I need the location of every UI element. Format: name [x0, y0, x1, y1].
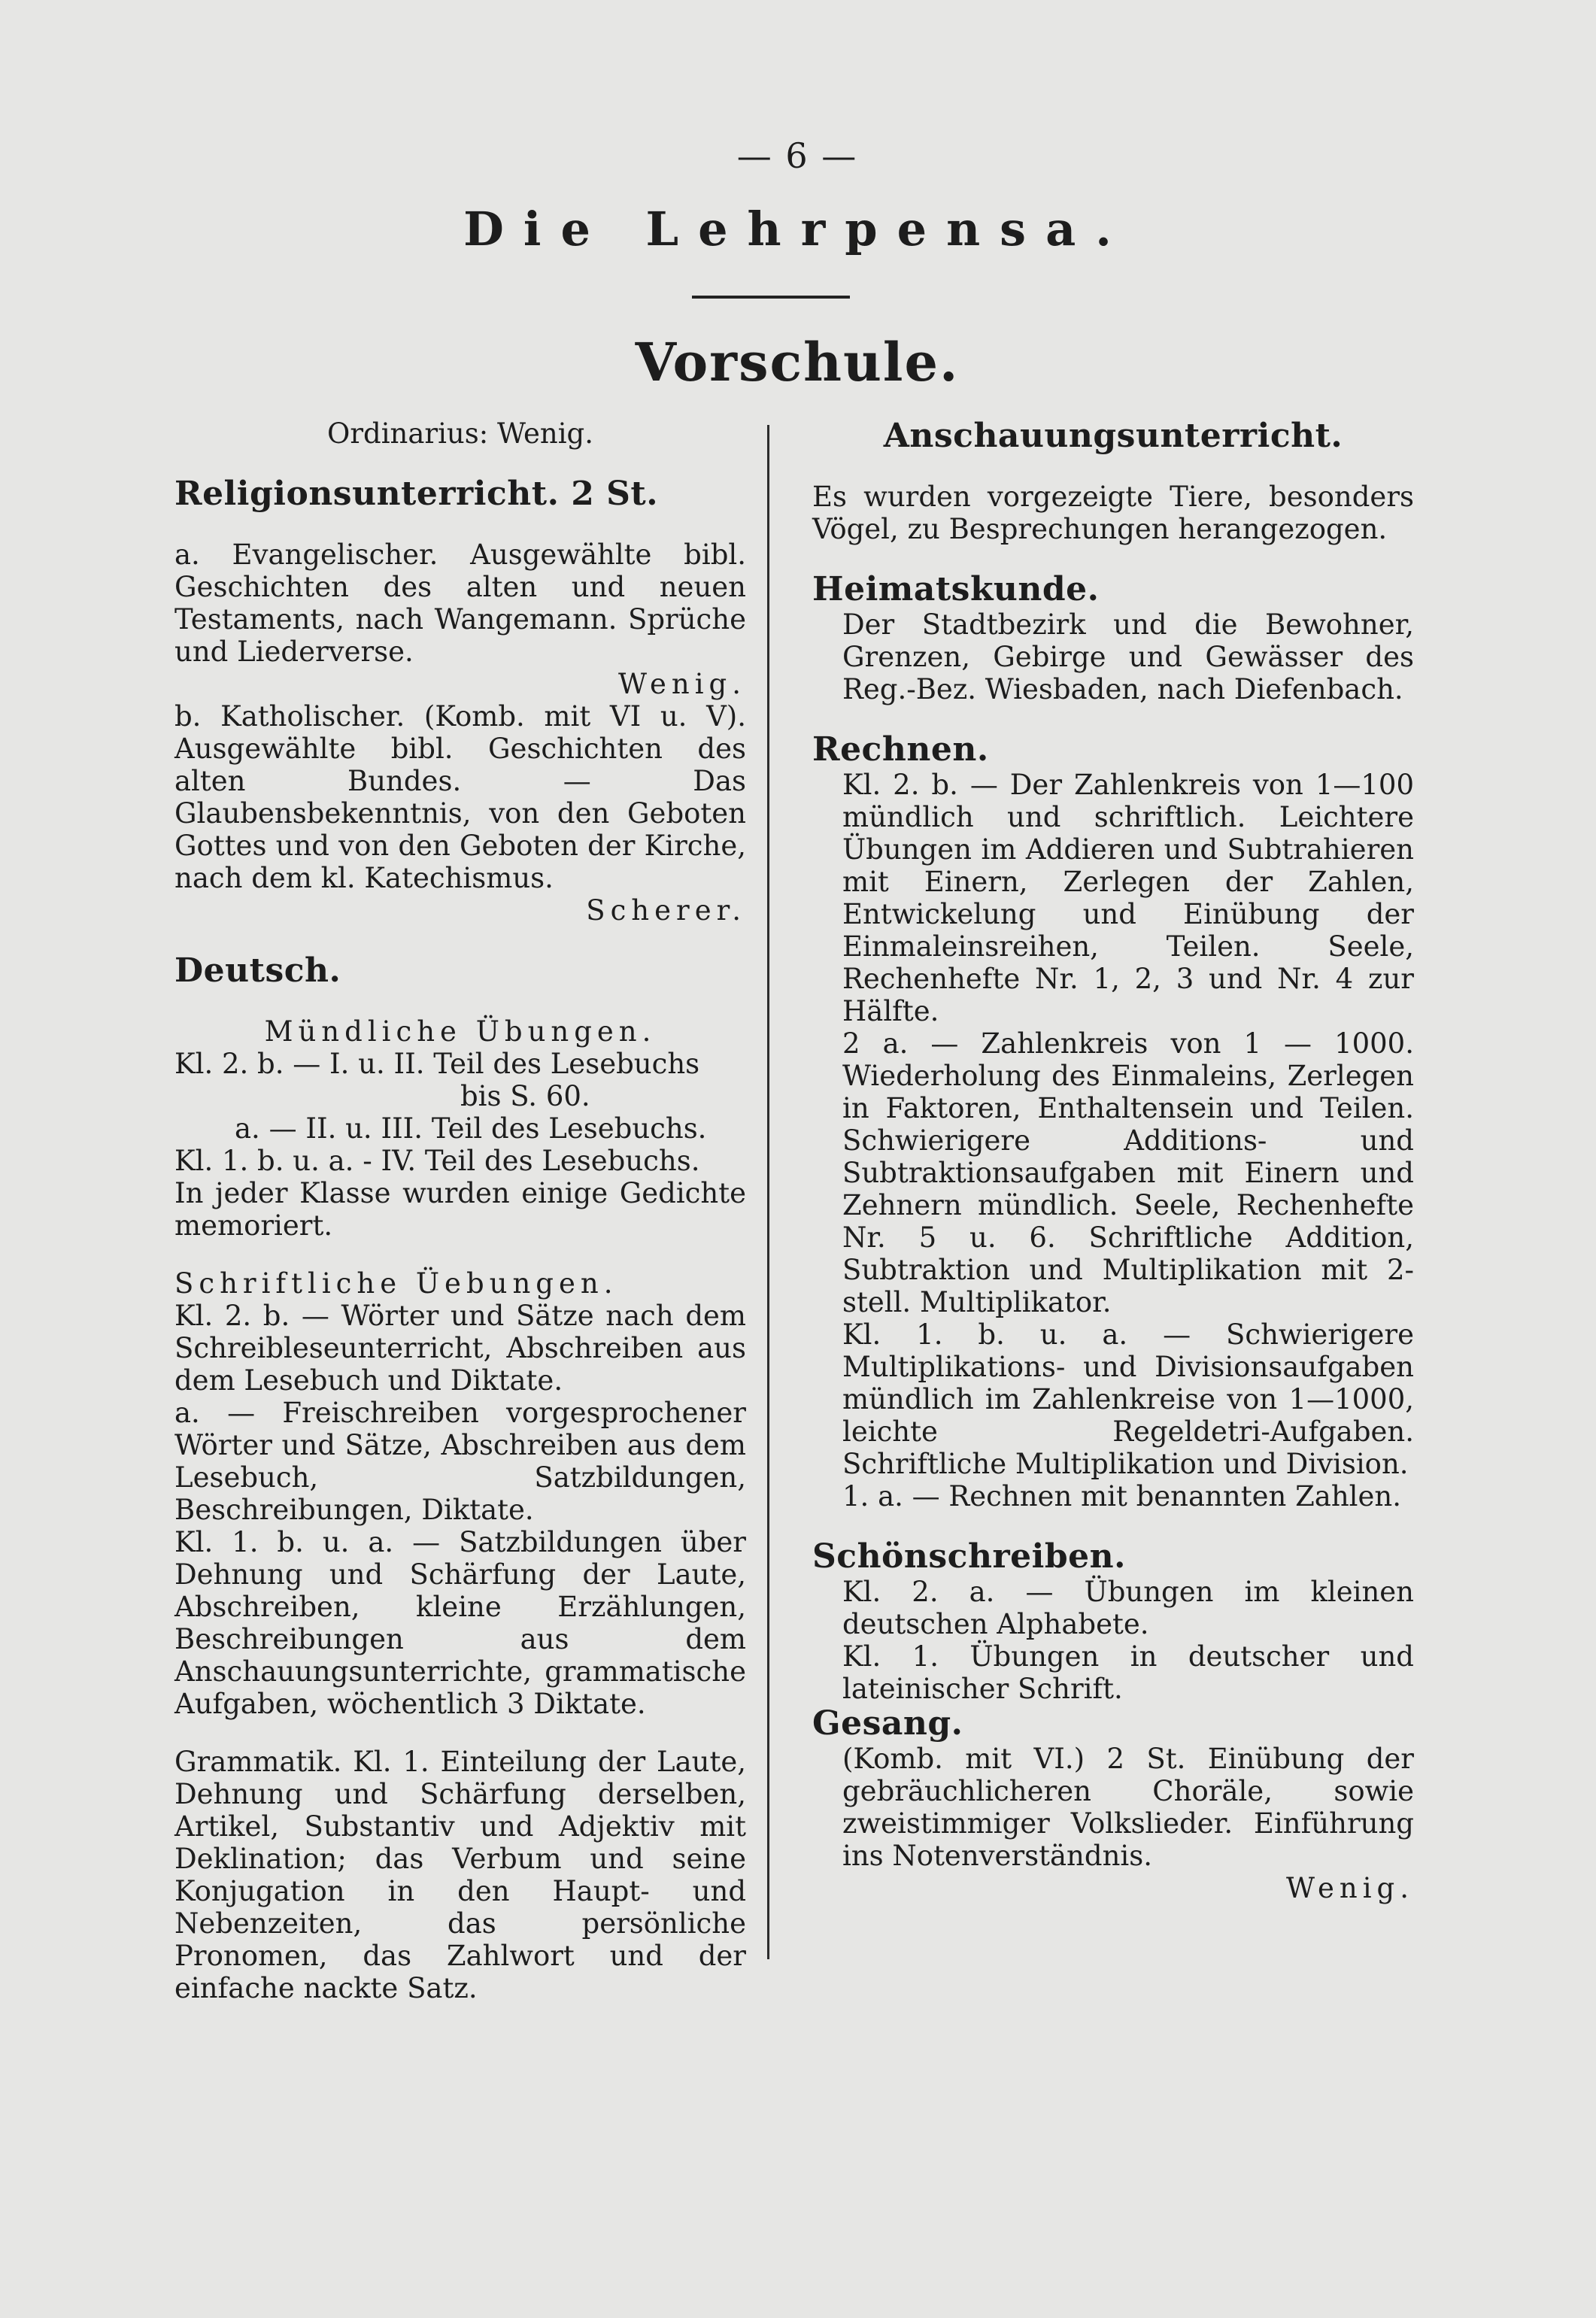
rechnen-line-1: Kl. 2. b. — Der Zahlenkreis von 1—100 mündlich und schriftlich. Leichtere Übungen im Addieren und Subtrahieren mit Einern, Zerlegen der Zahlen, Entwickelung und Einübung der Einmaleinsreihen, Teilen. Seele, Rechenhefte Nr. 1, 2, 3 und Nr. 4 zur Hälfte. — [842, 769, 1414, 1027]
gesang-teacher: Wenig. — [1285, 1872, 1414, 1904]
gesang-heading: Gesang. — [812, 1704, 963, 1743]
section-title: Vorschule. — [635, 331, 960, 393]
anschauung-text: Es wurden vorgezeigte Tiere, besonders Vögel, zu Besprechungen herangezogen. — [812, 481, 1414, 545]
left-column — [174, 417, 746, 2004]
religion-heading: Religionsunterricht. 2 St. — [174, 475, 659, 513]
religion-evangelisch-teacher: Wenig. — [617, 668, 746, 700]
grammatik-paragraph: Grammatik. Kl. 1. Einteilung der Laute, Dehnung und Schärfung derselben, Artikel, Substantiv und Adjektiv mit Deklination; das Verbum und seine Konjugation in den Haupt- und Nebenzeiten, das persönliche Pronomen, das Zahlwort und der einfache nackte Satz. — [174, 1746, 746, 2004]
schriftlich-line-3: Kl. 1. b. u. a. — Satzbildungen über Dehnung und Schärfung der Laute, Abschreiben, kleine Erzählungen, Beschreibungen aus dem Anschauungsunterrichte, grammatische Aufgaben, wöchentlich 3 Diktate. — [174, 1526, 746, 1720]
right-column — [812, 417, 1414, 1904]
muendlich-line-1b: bis S. 60. — [460, 1080, 590, 1112]
column-divider — [767, 425, 769, 1959]
rechnen-heading: Rechnen. — [812, 730, 989, 769]
page-title: Die Lehrpensa. — [463, 202, 1131, 256]
schriftlich-heading: Schriftliche Üebungen. — [174, 1267, 618, 1300]
ordinarius: Ordinarius: Wenig. — [326, 417, 593, 450]
religion-katholisch-teacher: Scherer. — [586, 894, 746, 927]
heimat-heading: Heimatskunde. — [812, 570, 1100, 608]
schriftlich-line-2: a. — Freischreiben vorgesprochener Wörter und Sätze, Abschreiben aus dem Lesebuch, Satzbildungen, Beschreibungen, Diktate. — [174, 1397, 746, 1526]
rechnen-line-4: 1. a. — Rechnen mit benannten Zahlen. — [842, 1480, 1401, 1512]
schoenschreiben-line-2: Kl. 1. Übungen in deutscher und lateinischer Schrift. — [842, 1640, 1414, 1705]
schoenschreiben-heading: Schönschreiben. — [812, 1537, 1126, 1576]
muendlich-line-1: Kl. 2. b. — I. u. II. Teil des Lesebuchs — [174, 1048, 700, 1080]
religion-katholisch: b. Katholischer. (Komb. mit VI u. V). Ausgewählte bibl. Geschichten des alten Bundes. — Das Glaubensbekenntnis, von den Geboten Gottes und von den Geboten der Kirche, nach dem kl. Katechismus. — [174, 700, 746, 894]
anschauung-heading: Anschauungsunterricht. — [883, 417, 1343, 455]
muendlich-line-3: Kl. 1. b. u. a. - IV. Teil des Lesebuchs. — [174, 1145, 700, 1177]
rechnen-line-3: Kl. 1. b. u. a. — Schwierigere Multiplikations- und Divisionsaufgaben mündlich im Zahlenkreise von 1—1000, leichte Regeldetri-Aufgaben. Schriftliche Multiplikation und Division. — [842, 1318, 1414, 1480]
heimat-text: Der Stadtbezirk und die Bewohner, Grenzen, Gebirge und Gewässer des Reg.-Bez. Wiesbaden, nach Diefenbach. — [842, 608, 1414, 705]
muendlich-line-4: In jeder Klasse wurden einige Gedichte memoriert. — [174, 1177, 746, 1242]
rechnen-line-2: 2 a. — Zahlenkreis von 1 — 1000. Wiederholung des Einmaleins, Zerlegen in Faktoren, Enthaltensein und Teilen. Schwierigere Additions- und Subtraktionsaufgaben mit Einern und Zehnern mündlich. Seele, Rechenhefte Nr. 5 u. 6. Schriftliche Addition, Subtraktion und Multiplikation mit 2-stell. Multiplikator. — [842, 1027, 1414, 1318]
religion-evangelisch: a. Evangelischer. Ausgewählte bibl. Geschichten des alten und neuen Testaments, nach Wangemann. Sprüche und Liederverse. — [174, 539, 746, 668]
schoenschreiben-line-1: Kl. 2. a. — Übungen im kleinen deutschen Alphabete. — [842, 1576, 1414, 1640]
muendlich-line-2: a. — II. u. III. Teil des Lesebuchs. — [235, 1112, 707, 1145]
title-rule — [692, 296, 850, 299]
muendlich-heading: Mündliche Übungen. — [264, 1015, 657, 1048]
page-number: — 6 — — [736, 135, 858, 176]
gesang-text: (Komb. mit VI.) 2 St. Einübung der gebräuchlicheren Choräle, sowie zweistimmiger Volkslieder. Einführung ins Notenverständnis. — [842, 1743, 1414, 1872]
schriftlich-line-1: Kl. 2. b. — Wörter und Sätze nach dem Schreibleseunterricht, Abschreiben aus dem Lesebuch und Diktate. — [174, 1300, 746, 1397]
deutsch-heading: Deutsch. — [174, 951, 341, 990]
